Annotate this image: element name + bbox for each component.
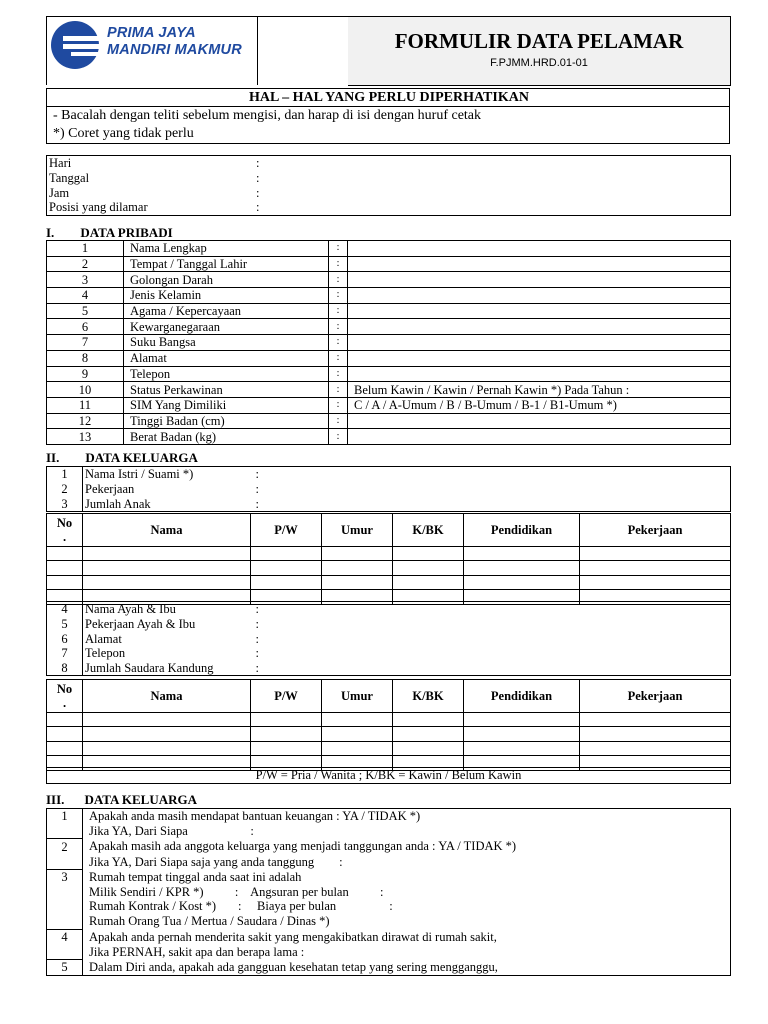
field-value[interactable] — [348, 366, 731, 382]
row-number — [47, 824, 83, 839]
row-number: 1 — [47, 241, 124, 257]
children-table-col-header: K/BK — [393, 514, 464, 547]
row-number: 2 — [47, 482, 83, 497]
field-value[interactable] — [348, 319, 731, 335]
row-number: 10 — [47, 382, 124, 398]
children-table-cell[interactable] — [251, 547, 322, 561]
question-text: Apakah anda masih mendapat bantuan keuangan : YA / TIDAK *) — [83, 809, 731, 824]
row-number: 3 — [47, 869, 83, 884]
colon: : — [255, 646, 259, 661]
siblings-table-cell[interactable] — [580, 727, 731, 741]
row-number — [47, 914, 83, 929]
family-row — [47, 617, 731, 632]
field-label: Alamat — [83, 631, 254, 646]
children-table-header-row — [47, 514, 731, 547]
colon: : — [329, 382, 348, 398]
children-table-cell[interactable] — [464, 561, 580, 575]
field-label: Golongan Darah — [124, 272, 329, 288]
field-label: Nama Ayah & Ibu — [83, 602, 254, 617]
family-row — [47, 602, 731, 617]
field-value[interactable] — [254, 467, 731, 482]
siblings-table-cell[interactable] — [322, 741, 393, 755]
children-table-cell[interactable] — [47, 561, 83, 575]
notes-line-2: *) Coret yang tidak perlu — [53, 126, 194, 141]
colon: : — [255, 482, 259, 497]
row-number: 1 — [47, 809, 83, 824]
siblings-table-col-header: Pendidikan — [464, 680, 580, 713]
colon: : — [329, 397, 348, 413]
children-table-col-header: Nama — [83, 514, 251, 547]
notes-heading: HAL – HAL YANG PERLU DIPERHATIKAN — [249, 90, 529, 105]
header-field-input[interactable] — [254, 171, 731, 186]
header-field-label: Hari — [47, 156, 255, 171]
field-label: Pekerjaan — [83, 482, 254, 497]
field-label: Kewarganegaraan — [124, 319, 329, 335]
row-number: 4 — [47, 288, 124, 304]
family-row — [47, 496, 731, 511]
children-table-row — [47, 575, 731, 589]
siblings-table-cell[interactable] — [393, 727, 464, 741]
field-value[interactable] — [254, 482, 731, 497]
children-table-cell[interactable] — [580, 547, 731, 561]
siblings-table-cell[interactable] — [464, 727, 580, 741]
field-label: Tempat / Tanggal Lahir — [124, 256, 329, 272]
colon: : — [255, 631, 259, 646]
children-table-col-header: Pekerjaan — [580, 514, 731, 547]
field-label: Jumlah Anak — [83, 496, 254, 511]
section-3-row — [47, 824, 731, 839]
children-table-cell[interactable] — [251, 575, 322, 589]
children-table — [46, 513, 731, 605]
field-value[interactable] — [348, 272, 731, 288]
row-number: 4 — [47, 929, 83, 944]
siblings-table-col-header: No . — [47, 680, 83, 713]
children-table-cell[interactable] — [322, 547, 393, 561]
legend-row — [46, 767, 731, 784]
siblings-table-cell[interactable] — [251, 741, 322, 755]
row-number: 8 — [47, 661, 83, 676]
company-name-line2: MANDIRI MAKMUR — [107, 42, 242, 58]
row-number: 3 — [47, 272, 124, 288]
field-value[interactable] — [254, 631, 731, 646]
siblings-table-cell[interactable] — [580, 713, 731, 727]
field-value[interactable] — [348, 429, 731, 445]
children-table-cell[interactable] — [393, 575, 464, 589]
siblings-table-cell[interactable] — [393, 713, 464, 727]
field-label: Berat Badan (kg) — [124, 429, 329, 445]
children-table-cell[interactable] — [47, 547, 83, 561]
children-table-col-header: Umur — [322, 514, 393, 547]
family-row — [47, 631, 731, 646]
personal-data-row — [47, 319, 731, 335]
company-name-line1: PRIMA JAYA — [107, 25, 196, 41]
section-2-title: II. DATA KELUARGA — [46, 450, 198, 465]
colon: : — [329, 319, 348, 335]
colon: : — [329, 288, 348, 304]
row-number: 6 — [47, 631, 83, 646]
siblings-table-cell[interactable] — [322, 713, 393, 727]
colon: : — [329, 241, 348, 257]
field-value[interactable] — [348, 335, 731, 351]
section-3-row — [47, 914, 731, 929]
field-label: Tinggi Badan (cm) — [124, 413, 329, 429]
field-label: Suku Bangsa — [124, 335, 329, 351]
colon: : — [329, 413, 348, 429]
row-number: 5 — [47, 959, 83, 975]
row-number: 7 — [47, 646, 83, 661]
section-3-row — [47, 869, 731, 884]
section-3-row — [47, 809, 731, 824]
field-value[interactable] — [348, 241, 731, 257]
colon: : — [329, 272, 348, 288]
children-table-col-header: No . — [47, 514, 83, 547]
header-field-input[interactable] — [254, 185, 731, 200]
question-text: Apakah masih ada anggota keluarga yang menjadi tanggungan anda : YA / TIDAK *) — [83, 839, 731, 854]
personal-data-row — [47, 241, 731, 257]
section-3-row — [47, 929, 731, 944]
siblings-table-cell[interactable] — [464, 713, 580, 727]
children-table-cell[interactable] — [464, 547, 580, 561]
field-value[interactable] — [254, 646, 731, 661]
row-number — [47, 854, 83, 869]
family-row — [47, 646, 731, 661]
siblings-table-col-header: Umur — [322, 680, 393, 713]
field-label: Jenis Kelamin — [124, 288, 329, 304]
personal-data-row — [47, 256, 731, 272]
question-text: Milik Sendiri / KPR *) : Angsuran per bulan : — [83, 884, 731, 899]
row-number: 5 — [47, 303, 124, 319]
children-table-cell[interactable] — [580, 561, 731, 575]
header-field-label: Jam — [47, 185, 255, 200]
siblings-table-cell[interactable] — [464, 741, 580, 755]
siblings-table-cell[interactable] — [580, 741, 731, 755]
children-table-cell[interactable] — [393, 547, 464, 561]
colon: : — [255, 602, 259, 617]
children-table-cell[interactable] — [393, 561, 464, 575]
field-value[interactable] — [254, 602, 731, 617]
colon: : — [255, 467, 259, 482]
row-number: 7 — [47, 335, 124, 351]
field-value[interactable] — [348, 288, 731, 304]
field-label: Telepon — [124, 366, 329, 382]
section-3-title: III. DATA KELUARGA — [46, 792, 197, 807]
colon: : — [256, 185, 260, 200]
header-field-input[interactable] — [254, 200, 731, 215]
siblings-table-header-row — [47, 680, 731, 713]
siblings-table-cell[interactable] — [251, 713, 322, 727]
header-field-label: Tanggal — [47, 171, 255, 186]
form-title-box — [348, 16, 731, 86]
row-number: 6 — [47, 319, 124, 335]
family-table-b — [46, 601, 731, 676]
colon: : — [329, 429, 348, 445]
siblings-table-col-header: K/BK — [393, 680, 464, 713]
children-table-cell[interactable] — [580, 575, 731, 589]
siblings-table-cell[interactable] — [47, 713, 83, 727]
header-field-row — [47, 185, 731, 200]
field-label: SIM Yang Dimiliki — [124, 397, 329, 413]
colon: : — [255, 661, 259, 676]
siblings-table-row — [47, 741, 731, 755]
children-table-cell[interactable] — [83, 547, 251, 561]
field-value[interactable] — [254, 617, 731, 632]
row-number: 4 — [47, 602, 83, 617]
children-table-cell[interactable] — [47, 575, 83, 589]
siblings-table-cell[interactable] — [83, 713, 251, 727]
company-logo — [46, 16, 258, 85]
colon: : — [255, 496, 259, 511]
question-text: Dalam Diri anda, apakah ada gangguan kesehatan tetap yang sering mengganggu, — [83, 959, 731, 975]
colon: : — [329, 256, 348, 272]
row-number: 3 — [47, 496, 83, 511]
question-text: Jika YA, Dari Siapa saja yang anda tanggung : — [83, 854, 731, 869]
form-code: F.PJMM.HRD.01-01 — [490, 57, 588, 69]
personal-data-row — [47, 288, 731, 304]
personal-data-row — [47, 397, 731, 413]
question-text: Rumah Orang Tua / Mertua / Saudara / Dinas *) — [83, 914, 731, 929]
colon: : — [329, 350, 348, 366]
question-text: Rumah tempat tinggal anda saat ini adalah — [83, 869, 731, 884]
header-field-row — [47, 171, 731, 186]
section-3-row — [47, 839, 731, 854]
row-number — [47, 899, 83, 914]
siblings-table-row — [47, 713, 731, 727]
question-text: Jika YA, Dari Siapa : — [83, 824, 731, 839]
section-3-row — [47, 959, 731, 975]
row-number — [47, 884, 83, 899]
siblings-table-cell[interactable] — [83, 741, 251, 755]
field-value[interactable] — [348, 303, 731, 319]
field-label: Alamat — [124, 350, 329, 366]
personal-data-row — [47, 335, 731, 351]
row-number: 13 — [47, 429, 124, 445]
row-number: 12 — [47, 413, 124, 429]
header-fields-table — [46, 155, 731, 216]
question-text: Rumah Kontrak / Kost *) : Biaya per bulan : — [83, 899, 731, 914]
section-1-title: I. DATA PRIBADI — [46, 225, 173, 240]
question-text: Jika PERNAH, sakit apa dan berapa lama : — [83, 944, 731, 959]
field-label: Nama Istri / Suami *) — [83, 467, 254, 482]
siblings-table-cell[interactable] — [47, 727, 83, 741]
colon: : — [256, 171, 260, 186]
colon: : — [329, 366, 348, 382]
field-label: Pekerjaan Ayah & Ibu — [83, 617, 254, 632]
section-3-row — [47, 854, 731, 869]
row-number: 2 — [47, 839, 83, 854]
field-label: Telepon — [83, 646, 254, 661]
row-number: 9 — [47, 366, 124, 382]
field-value[interactable] — [348, 350, 731, 366]
row-number: 2 — [47, 256, 124, 272]
question-text: Apakah anda pernah menderita sakit yang mengakibatkan dirawat di rumah sakit, — [83, 929, 731, 944]
personal-data-row — [47, 382, 731, 398]
header-field-input[interactable] — [254, 156, 731, 171]
personal-data-row — [47, 303, 731, 319]
notes-box — [46, 88, 730, 144]
personal-data-row — [47, 272, 731, 288]
siblings-table-col-header: P/W — [251, 680, 322, 713]
children-table-cell[interactable] — [322, 575, 393, 589]
header-field-label: Posisi yang dilamar — [47, 200, 255, 215]
personal-data-row — [47, 366, 731, 382]
header-field-row — [47, 156, 731, 171]
field-label: Jumlah Saudara Kandung — [83, 661, 254, 676]
siblings-table-cell[interactable] — [83, 727, 251, 741]
header-field-row — [47, 200, 731, 215]
field-value[interactable]: C / A / A-Umum / B / B-Umum / B-1 / B1-Umum *) — [348, 397, 731, 413]
children-table-row — [47, 547, 731, 561]
field-value[interactable] — [348, 413, 731, 429]
personal-data-row — [47, 413, 731, 429]
field-value[interactable] — [254, 661, 731, 676]
children-table-cell[interactable] — [251, 561, 322, 575]
family-row — [47, 482, 731, 497]
colon: : — [329, 335, 348, 351]
children-table-cell[interactable] — [464, 575, 580, 589]
siblings-table — [46, 679, 731, 771]
siblings-table-cell[interactable] — [251, 727, 322, 741]
personal-data-row — [47, 350, 731, 366]
personal-data-row — [47, 429, 731, 445]
colon: : — [255, 617, 259, 632]
children-table-cell[interactable] — [83, 561, 251, 575]
row-number — [47, 944, 83, 959]
children-table-cell[interactable] — [83, 575, 251, 589]
company-logo-icon — [49, 19, 105, 71]
row-number: 5 — [47, 617, 83, 632]
family-row — [47, 467, 731, 482]
section-3-row — [47, 884, 731, 899]
children-table-col-header: Pendidikan — [464, 514, 580, 547]
siblings-table-row — [47, 727, 731, 741]
colon: : — [256, 200, 260, 215]
family-legend: P/W = Pria / Wanita ; K/BK = Kawin / Belum Kawin — [47, 768, 731, 784]
field-label: Nama Lengkap — [124, 241, 329, 257]
siblings-table-col-header: Nama — [83, 680, 251, 713]
header-divider — [256, 16, 348, 17]
children-table-cell[interactable] — [322, 561, 393, 575]
children-table-col-header: P/W — [251, 514, 322, 547]
siblings-table-col-header: Pekerjaan — [580, 680, 731, 713]
row-number: 8 — [47, 350, 124, 366]
field-label: Status Perkawinan — [124, 382, 329, 398]
siblings-table-cell[interactable] — [393, 741, 464, 755]
colon: : — [329, 303, 348, 319]
children-table-row — [47, 561, 731, 575]
form-title: FORMULIR DATA PELAMAR — [394, 29, 684, 53]
siblings-table-cell[interactable] — [322, 727, 393, 741]
siblings-table-cell[interactable] — [47, 741, 83, 755]
row-number: 11 — [47, 397, 124, 413]
family-row — [47, 661, 731, 676]
family-table-a — [46, 466, 731, 512]
field-value[interactable]: Belum Kawin / Kawin / Pernah Kawin *) Pada Tahun : — [348, 382, 731, 398]
colon: : — [256, 156, 260, 171]
field-value[interactable] — [348, 256, 731, 272]
field-value[interactable] — [254, 496, 731, 511]
personal-data-table — [46, 240, 731, 445]
section-3-table — [46, 808, 731, 976]
row-number: 1 — [47, 467, 83, 482]
section-3-row — [47, 899, 731, 914]
notes-line-1: - Bacalah dengan teliti sebelum mengisi, dan harap di isi dengan huruf cetak — [53, 108, 482, 123]
field-label: Agama / Kepercayaan — [124, 303, 329, 319]
section-3-row — [47, 944, 731, 959]
